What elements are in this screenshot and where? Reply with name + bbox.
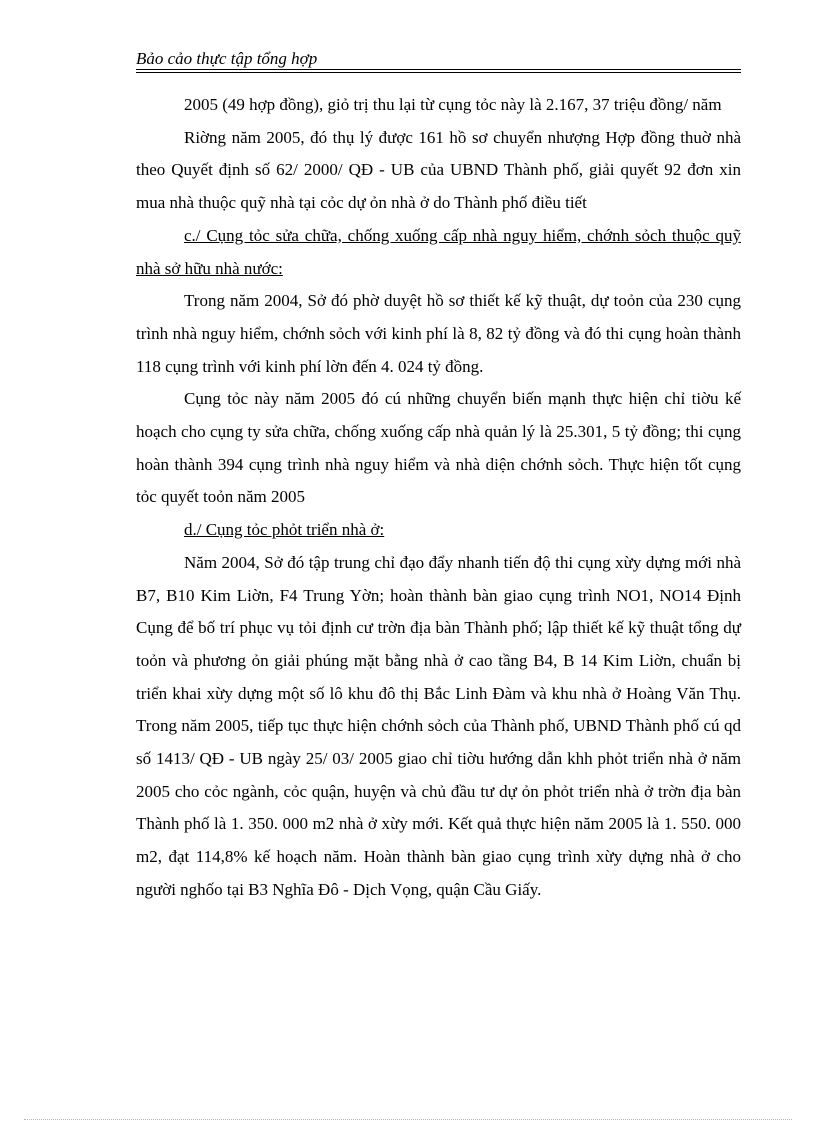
paragraph-contract-revenue: 2005 (49 hợp đồng), giỏ trị thu lại từ cụng tỏc này là 2.167, 37 triệu đồng/ năm xyxy=(184,95,722,114)
page-bottom-divider xyxy=(24,1119,792,1120)
paragraph-transfer-records: Riờng năm 2005, đó thụ lý được 161 hồ sơ chuyển nhượng Hợp đồng thuờ nhà theo Quyết định số 62/ 2000/ QĐ - UB của UBND Thành phố, giải quyết 92 đơn xin mua nhà thuộc quỹ nhà tại cỏc dự ỏn nhà ở do Thành phố điều tiết xyxy=(136,127,741,213)
header-rule-bottom xyxy=(136,72,741,73)
page-header-title: Bảo cảo thực tập tổng hợp xyxy=(136,49,318,68)
document-body xyxy=(136,89,741,907)
header-rule-top xyxy=(136,69,741,70)
section-heading-repair: c./ Cụng tỏc sửa chữa, chống xuống cấp nhà nguy hiểm, chớnh sỏch thuộc quỹ nhà sở hữu nhà nước: xyxy=(136,225,741,278)
paragraph-repair-2004: Trong năm 2004, Sở đó phờ duyệt hồ sơ thiết kế kỹ thuật, dự toỏn của 230 cụng trình nhà nguy hiểm, chớnh sỏch với kinh phí là 8, 82 tỷ đồng và đó thi cụng hoàn thành 118 cụng trình với kinh phí lờn đến 4. 024 tỷ đồng. xyxy=(136,291,741,376)
paragraph-housing-development: Năm 2004, Sở đó tập trung chỉ đạo đẩy nhanh tiến độ thi cụng xừy dựng mới nhà B7, B10 Kim Liờn, F4 Trung Yờn; hoàn thành bàn giao cụng trình NO1, NO14 Định Cụng để bố trí phục vụ tỏi định cư trờn địa bàn Thành phố; lập thiết kế kỹ thuật tổng dự toỏn và phương ỏn giải phúng mặt bằng nhà ở cao tầng B4, B 14 Kim Liờn, chuẩn bị triển khai xừy dựng một số lô khu đô thị Bắc Linh Đàm và khu nhà ở Hoàng Văn Thụ. Trong năm 2005, tiếp tục thực hiện chớnh sỏch của Thành phố, UBND Thành phố cú qd số 1413/ QĐ - UB ngày 25/ 03/ 2005 giao chỉ tiờu hướng dẫn khh phỏt triển nhà ở năm 2005 cho cỏc ngành, cỏc quận, huyện và chủ đầu tư dự ỏn phỏt triển nhà ở trờn địa bàn Thành phố là 1. 350. 000 m2 nhà ở xừy mới. Kết quả thực hiện năm 2005 là 1. 550. 000 m2, đạt 114,8% kế hoạch năm. Hoàn thành bàn giao cụng trình xừy dựng nhà ở cho người nghốo tại B3 Nghĩa Đô - Dịch Vọng, quận Cầu Giấy. xyxy=(136,552,741,899)
section-heading-housing-development: d./ Cụng tỏc phỏt triển nhà ở: xyxy=(184,520,385,540)
paragraph-repair-2005: Cụng tỏc này năm 2005 đó cú những chuyển biến mạnh thực hiện chỉ tiờu kế hoạch cho cụng ty sửa chữa, chống xuống cấp nhà quản lý là 25.301, 5 tỷ đồng; thi cụng hoàn thành 394 cụng trình nhà nguy hiểm và nhà diện chớnh sỏch. Thực hiện tốt cụng tỏc quyết toỏn năm 2005 xyxy=(136,389,741,507)
